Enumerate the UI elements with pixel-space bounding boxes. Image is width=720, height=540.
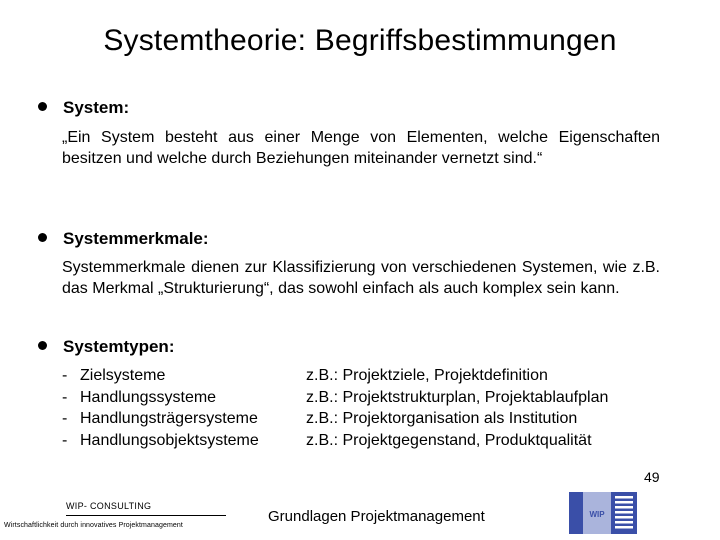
footer-tagline: Wirtschaftlichkeit durch innovatives Projektmanagement bbox=[4, 522, 183, 529]
section-heading-systemtypen bbox=[38, 337, 174, 357]
logo-text: WIP bbox=[589, 510, 605, 519]
slide-title: Systemtheorie: Begriffsbestimmungen bbox=[103, 24, 617, 57]
section-heading-label: Systemmerkmale: bbox=[63, 229, 209, 248]
wip-logo-icon bbox=[569, 488, 643, 538]
system-types-list bbox=[62, 365, 608, 451]
system-type-name: Zielsysteme bbox=[80, 367, 166, 384]
system-type-example: z.B.: Projektstrukturplan, Projektablaufplan bbox=[306, 388, 609, 406]
bullet-icon bbox=[38, 341, 47, 350]
bullet-icon bbox=[38, 233, 47, 242]
system-type-example: z.B.: Projektgegenstand, Produktqualität bbox=[306, 431, 592, 449]
dash-marker: - bbox=[62, 410, 68, 427]
list-item bbox=[62, 387, 608, 409]
system-type-name: Handlungssysteme bbox=[80, 388, 217, 406]
section-heading-label: System: bbox=[63, 98, 130, 117]
system-type-name: Handlungsobjektsysteme bbox=[80, 431, 259, 449]
bullet-icon bbox=[38, 102, 47, 111]
list-item bbox=[62, 408, 608, 430]
dash-marker: - bbox=[62, 367, 68, 384]
page-number: 49 bbox=[644, 469, 660, 485]
system-type-example: z.B.: Projektziele, Projektdefinition bbox=[306, 367, 548, 384]
system-type-example: z.B.: Projektorganisation als Institution bbox=[306, 410, 578, 427]
list-item bbox=[62, 365, 608, 387]
systemmerkmale-text: Systemmerkmale dienen zur Klassifizierung von verschiedenen Systemen, wie z.B. das Merkmal „Strukturierung“, das sowohl einfach als auch komplex sein kann. bbox=[62, 259, 660, 297]
section-heading-systemmerkmale bbox=[38, 229, 209, 249]
dash-marker: - bbox=[62, 431, 68, 449]
footer-title: Grundlagen Projektmanagement bbox=[268, 508, 485, 525]
section-heading-label: Systemtypen: bbox=[63, 337, 175, 356]
list-item bbox=[62, 430, 608, 452]
footer-divider bbox=[66, 515, 226, 516]
section-heading-system bbox=[38, 98, 129, 118]
logo-left-bar bbox=[569, 492, 583, 534]
system-definition: „Ein System besteht aus einer Menge von Elementen, welche Eigenschaften besitzen und welche durch Beziehungen miteinander vernetzt sind.“ bbox=[62, 129, 660, 167]
footer-org-name: WIP- CONSULTING bbox=[66, 501, 152, 511]
dash-marker: - bbox=[62, 388, 68, 406]
system-type-name: Handlungsträgersysteme bbox=[80, 410, 258, 427]
